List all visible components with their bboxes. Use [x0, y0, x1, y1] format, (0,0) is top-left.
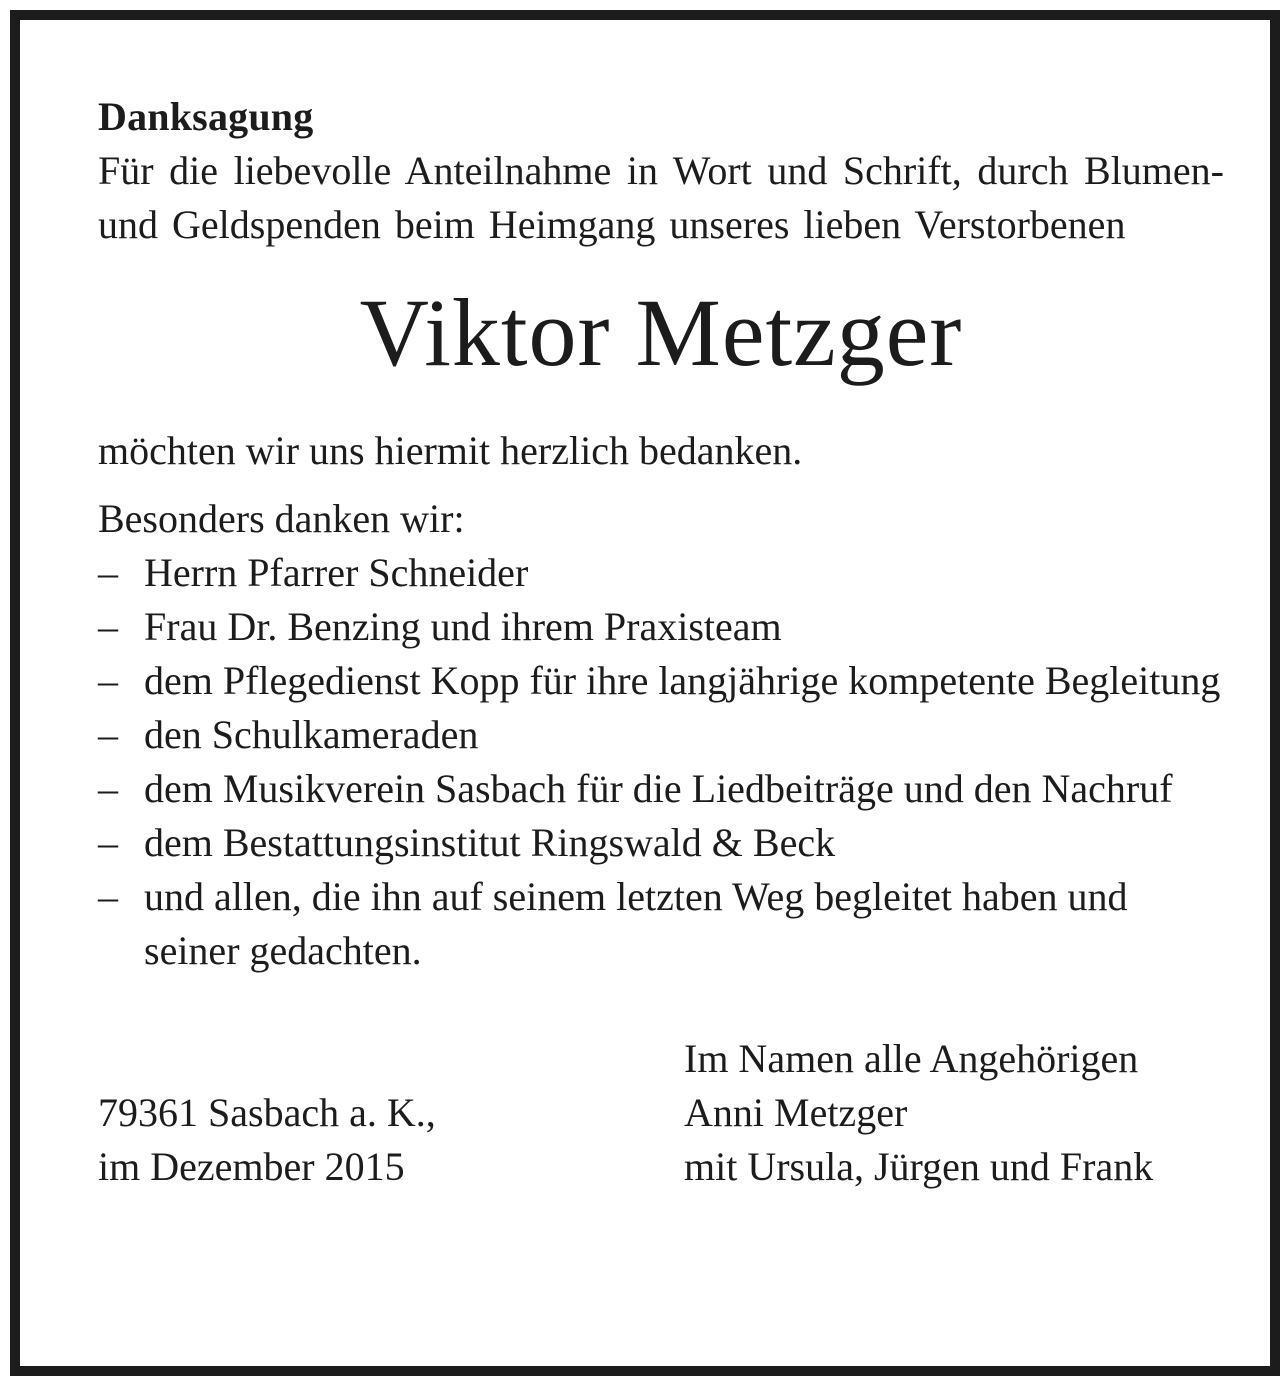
special-thanks-label: Besonders danken wir:	[98, 496, 465, 541]
list-item	[98, 654, 1224, 708]
signature-family: mit Ursula, Jürgen und Frank	[684, 1144, 1154, 1189]
signature-intro: Im Namen alle Angehörigen	[684, 1036, 1139, 1081]
list-item-text: Frau Dr. Benzing und ihrem Praxisteam	[144, 604, 782, 649]
list-item-text: dem Bestattungsinstitut Ringswald & Beck	[144, 820, 836, 865]
dash-marker: –	[98, 874, 118, 919]
notice-footer	[98, 1032, 1224, 1194]
list-item	[98, 870, 1224, 978]
dash-marker: –	[98, 658, 118, 703]
notice-content	[98, 90, 1224, 1194]
place-text: 79361 Sasbach a. K.,	[98, 1090, 436, 1135]
list-item-text: dem Musikverein Sasbach für die Liedbeiträge und den Nachruf	[144, 766, 1173, 811]
thanks-line: möchten wir uns hiermit herzlich bedanken.	[98, 428, 803, 473]
signature-block	[684, 1032, 1153, 1194]
date-text: im Dezember 2015	[98, 1144, 405, 1189]
list-item-text: und allen, die ihn auf seinem letzten Weg begleitet haben und seiner gedachten.	[144, 874, 1128, 973]
list-item	[98, 600, 1224, 654]
place-date-block	[98, 1086, 436, 1194]
list-item	[98, 546, 1224, 600]
list-item	[98, 816, 1224, 870]
list-item	[98, 708, 1224, 762]
dash-marker: –	[98, 820, 118, 865]
dash-marker: –	[98, 604, 118, 649]
list-item	[98, 762, 1224, 816]
notice-intro: Für die liebevolle Anteilnahme in Wort und Schrift, durch Blumen- und Geldspenden beim Heimgang unseres lieben Verstorbenen	[98, 148, 1224, 247]
thanks-list	[98, 546, 1224, 978]
deceased-name: Viktor Metzger	[359, 279, 963, 386]
dash-marker: –	[98, 712, 118, 757]
dash-marker: –	[98, 766, 118, 811]
notice-frame	[10, 10, 1280, 1376]
dash-marker: –	[98, 550, 118, 595]
list-item-text: Herrn Pfarrer Schneider	[144, 550, 529, 595]
list-item-text: dem Pflegedienst Kopp für ihre langjährige kompetente Begleitung	[144, 658, 1221, 703]
notice-heading: Danksagung	[98, 94, 314, 139]
list-item-text: den Schulkameraden	[144, 712, 479, 757]
signature-name: Anni Metzger	[684, 1090, 908, 1135]
